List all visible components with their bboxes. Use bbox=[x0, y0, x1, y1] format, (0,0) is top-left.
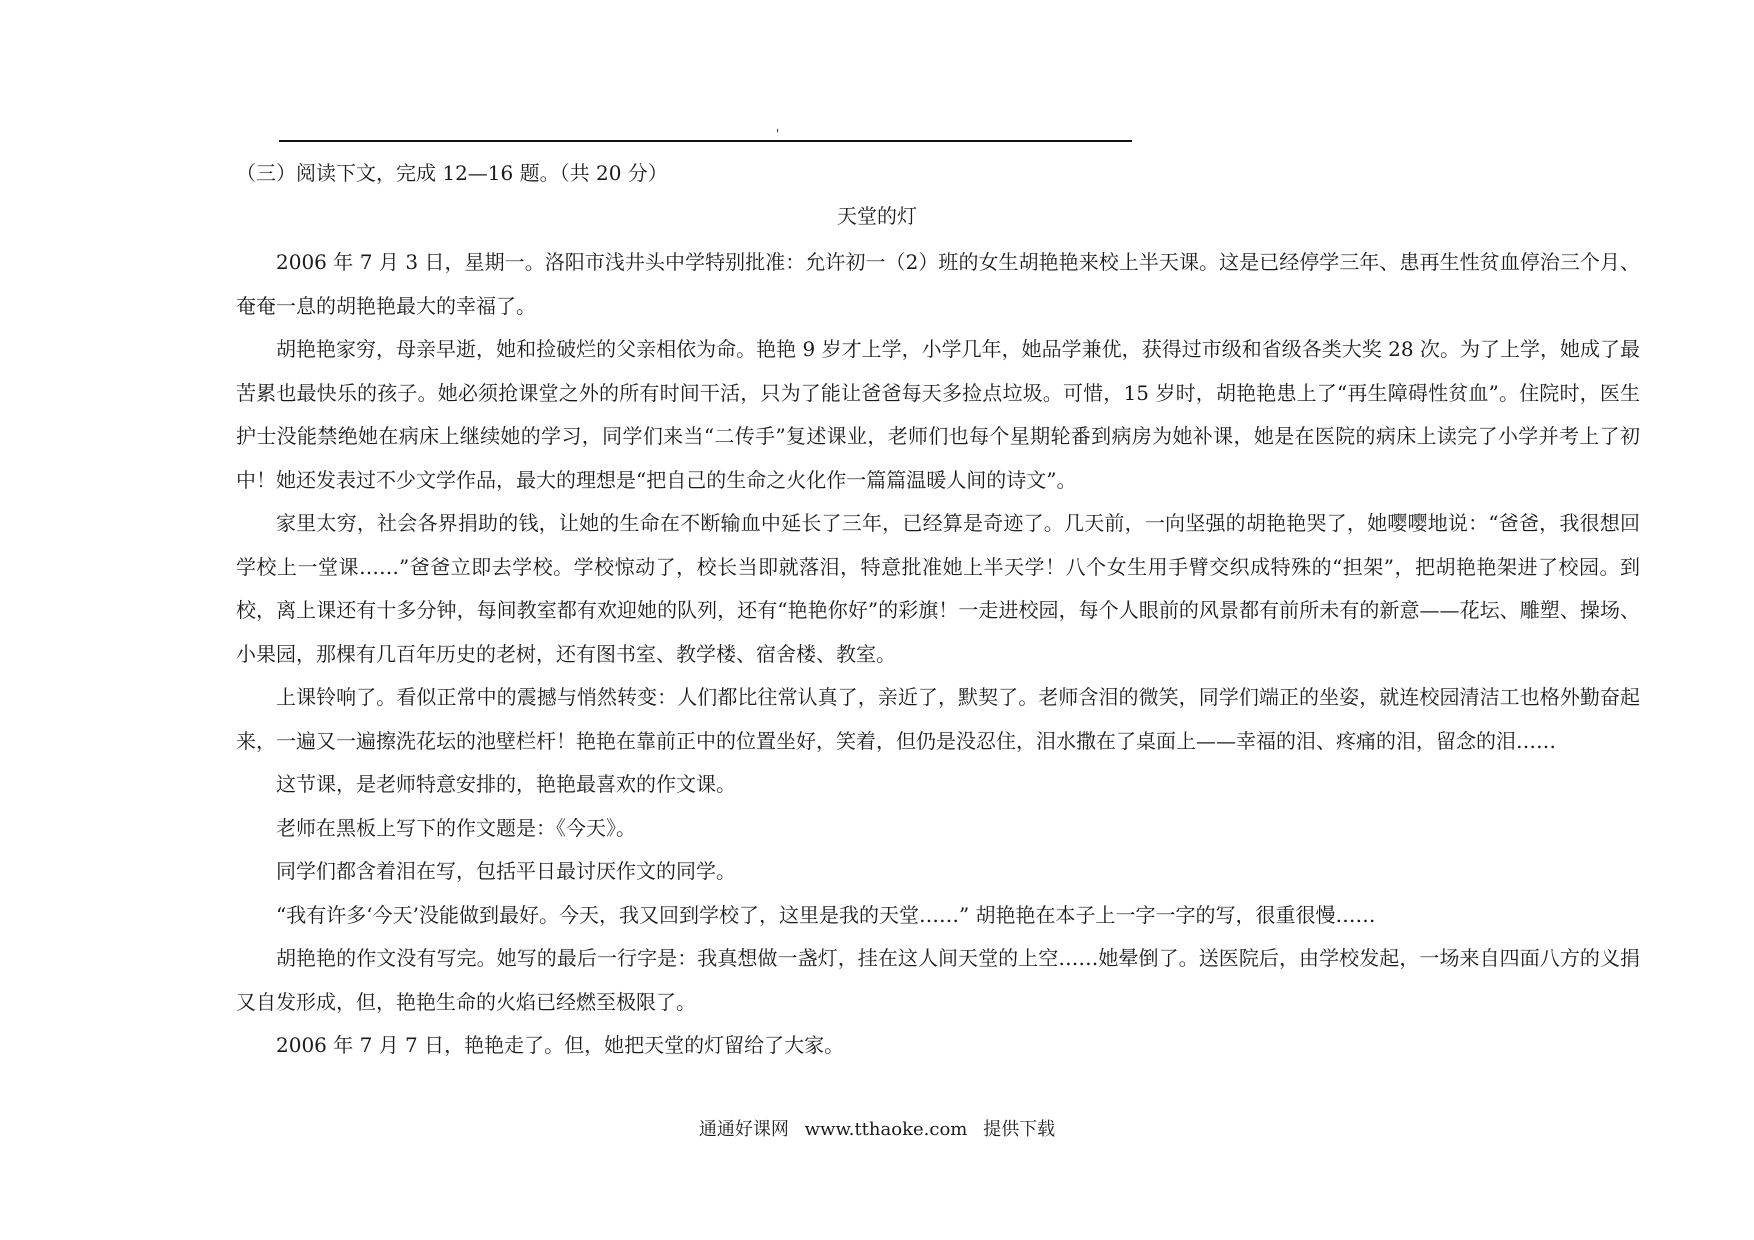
article-paragraph: 胡艳艳家穷，母亲早逝，她和捡破烂的父亲相依为命。艳艳 9 岁才上学，小学几年，她品学兼优，获得过市级和省级各类大奖 28 次。为了上学，她成了最苦累也最快乐的孩子。她必须抢课堂之外的所有时间干活，只为了能让爸爸每天多捡点垃圾。可惜，15 岁时，胡艳艳患上了“再生障碍性贫血”。住院时，医生护士没能禁绝她在病床上继续她的学习，同学们来当“二传手”复述课业，老师们也每个星期轮番到病房为她补课，她是在医院的病床上读完了小学并考上了初中！她还发表过不少文学作品，最大的理想是“把自己的生命之火化作一篇篇温暖人间的诗文”。 bbox=[236, 337, 1640, 492]
article-paragraph: 这节课，是老师特意安排的，艳艳最喜欢的作文课。 bbox=[276, 772, 736, 796]
article-paragraph: “我有许多‘今天’没能做到最好。今天，我又回到学校了，这里是我的天堂……” 胡艳艳在本子上一字一字的写，很重很慢…… bbox=[276, 902, 1376, 927]
article-paragraph: 上课铃响了。看似正常中的震撼与悄然转变：人们都比往常认真了，亲近了，默契了。老师含泪的微笑，同学们端正的坐姿，就连校园清洁工也格外勤奋起来，一遍又一遍擦洗花坛的池壁栏杆！艳艳在靠前正中的位置坐好，笑着，但仍是没忍住，泪水撒在了桌面上——幸福的泪、疼痛的泪，留念的泪…… bbox=[236, 685, 1640, 753]
article-body bbox=[236, 241, 1640, 1068]
section-heading: （三）阅读下文，完成 12—16 题。（共 20 分） bbox=[236, 161, 668, 185]
page-footer bbox=[0, 1118, 1754, 1142]
footer-suffix: 提供下载 bbox=[983, 1119, 1056, 1140]
header-rule bbox=[279, 140, 1132, 142]
article-title: 天堂的灯 bbox=[837, 204, 917, 228]
article-paragraph: 老师在黑板上写下的作文题是：《今天》。 bbox=[276, 815, 636, 840]
footer-site-name: 通通好课网 bbox=[698, 1119, 789, 1140]
header-rule-mark: ' bbox=[776, 127, 780, 141]
article-paragraph: 家里太穷，社会各界捐助的钱，让她的生命在不断输血中延长了三年，已经算是奇迹了。几天前，一向坚强的胡艳艳哭了，她嘤嘤地说：“爸爸，我很想回学校上一堂课……”爸爸立即去学校。学校惊动了，校长当即就落泪，特意批准她上半天学！八个女生用手臂交织成特殊的“担架”，把胡艳艳架进了校园。到校，离上课还有十多分钟，每间教室都有欢迎她的队列，还有“艳艳你好”的彩旗！一走进校园，每个人眼前的风景都有前所未有的新意——花坛、雕塑、操场、小果园，那棵有几百年历史的老树，还有图书室、教学楼、宿舍楼、教室。 bbox=[236, 511, 1640, 666]
article-paragraph: 胡艳艳的作文没有写完。她写的最后一行字是：我真想做一盏灯，挂在这人间天堂的上空……她晕倒了。送医院后，由学校发起，一场来自四面八方的义捐又自发形成，但，艳艳生命的火焰已经燃至极限了。 bbox=[236, 946, 1640, 1014]
article-paragraph: 2006 年 7 月 3 日，星期一。洛阳市浅井头中学特别批准：允许初一（2）班的女生胡艳艳来校上半天课。这是已经停学三年、患再生性贫血停治三个月、奄奄一息的胡艳艳最大的幸福了。 bbox=[236, 250, 1640, 318]
article-paragraph: 2006 年 7 月 7 日，艳艳走了。但，她把天堂的灯留给了大家。 bbox=[276, 1033, 845, 1057]
footer-url-link[interactable]: www.tthaoke.com bbox=[804, 1119, 968, 1140]
article-paragraph: 同学们都含着泪在写，包括平日最讨厌作文的同学。 bbox=[276, 859, 736, 883]
